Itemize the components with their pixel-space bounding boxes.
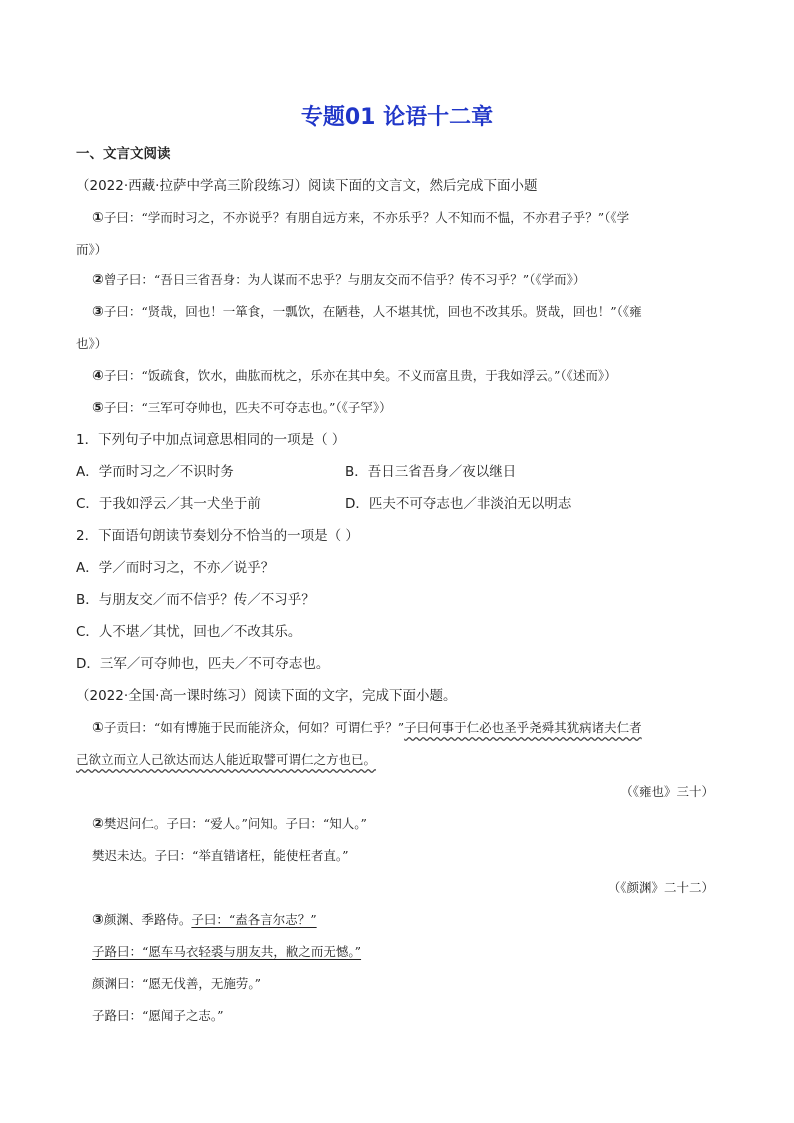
passage-number: ② (92, 272, 104, 288)
option-d: D．匹夫不可夺志也／非淡泊无以明志 (345, 496, 572, 512)
passage-text: 颜渊、季路侍。 (103, 912, 192, 927)
passage-number: ③ (92, 304, 104, 320)
question-1-options-row-2 (76, 494, 726, 514)
passage-1-cont: 而》） (76, 242, 108, 257)
passage-text: 子曰：“贤哉，回也！一箪食，一瓢饮，在陋巷，人不堪其忧，回也不改其乐。贤哉，回也！”（《雍 (103, 304, 642, 319)
passage2-1 (92, 718, 742, 738)
passage-number: ② (92, 816, 104, 832)
question-1-stem: 1．下列句子中加点词意思相同的一项是（ ） (76, 432, 346, 448)
wavy-underlined-text: 己欲立而立人己欲达而达人能近取譬可谓仁之方也已。 (76, 752, 377, 767)
passage2-1-source: （《雍也》三十） (620, 784, 714, 799)
passage-text: 子曰：“学而时习之，不亦说乎？有朋自远方来，不亦乐乎？人不知而不愠，不亦君子乎？”（《学 (103, 210, 630, 225)
passage-number: ⑤ (92, 400, 104, 416)
source-note-2: （2022·全国·高一课时练习）阅读下面的文字，完成下面小题。 (76, 688, 457, 704)
option-a: A．学而时习之／不识时务 (76, 464, 234, 480)
option-c: C．于我如浮云／其一犬坐于前 (76, 496, 261, 512)
option-b: B．吾日三省吾身／夜以继日 (345, 464, 517, 480)
question-1-options-row-1 (76, 462, 726, 482)
passage-1 (92, 208, 742, 228)
source-note-1: （2022·西藏·拉萨中学高三阶段练习）阅读下面的文言文，然后完成下面小题 (76, 178, 538, 194)
question-2-stem: 2．下面语句朗读节奏划分不恰当的一项是（ ） (76, 528, 359, 544)
section-heading: 一、文言文阅读 (76, 146, 171, 162)
passage2-3-line3: 颜渊曰：“愿无伐善，无施劳。” (92, 976, 262, 991)
underlined-text: 子路曰：“愿车马衣轻裘与朋友共，敝之而无憾。” (92, 944, 362, 959)
passage-text: 曾子曰：“吾日三省吾身：为人谋而不忠乎？与朋友交而不信乎？传不习乎？”（《学而》） (103, 272, 586, 287)
passage-number: ① (92, 210, 104, 226)
question-2-option-a: A．学／而时习之，不亦／说乎？ (76, 560, 275, 576)
passage2-2-source: （《颜渊》二十二） (607, 880, 714, 895)
page-title: 专题01 论语十二章 (300, 105, 494, 130)
passage-3 (92, 302, 742, 322)
passage2-3 (92, 910, 742, 930)
question-2-option-c: C．人不堪／其忧，回也／不改其乐。 (76, 624, 302, 640)
passage2-3-line2 (92, 942, 742, 962)
passage-text: 子曰：“饭疏食，饮水，曲肱而枕之，乐亦在其中矣。不义而富且贵，于我如浮云。”（《述而》） (103, 368, 617, 383)
wavy-underlined-text: 子曰何事于仁必也圣乎尧舜其犹病诸夫仁者 (404, 720, 642, 735)
passage2-2 (92, 814, 742, 834)
passage-number: ④ (92, 368, 104, 384)
passage-text: 樊迟问仁。子曰：“爱人。”问知。子曰：“知人。” (103, 816, 367, 831)
passage-number: ③ (92, 912, 104, 928)
passage-2 (92, 270, 742, 290)
passage-3-cont: 也》） (76, 336, 108, 351)
passage2-3-line4: 子路曰：“愿闻子之志。” (92, 1008, 224, 1023)
passage-4 (92, 366, 742, 386)
question-2-option-b: B．与朋友交／而不信乎？传／不习乎？ (76, 592, 315, 608)
passage2-1-cont (76, 750, 726, 770)
question-2-option-d: D．三军／可夺帅也，匹夫／不可夺志也。 (76, 656, 330, 672)
passage-5 (92, 398, 742, 418)
underlined-text: 子曰：“盍各言尔志？” (191, 912, 317, 927)
passage-text: 子贡曰：“如有博施于民而能济众，何如？可谓仁乎？” (103, 720, 405, 735)
passage-text: 子曰：“三军可夺帅也，匹夫不可夺志也。”（《子罕》） (103, 400, 392, 415)
passage-number: ① (92, 720, 104, 736)
passage2-2-line2: 樊迟未达。子曰：“举直错诸枉，能使枉者直。” (92, 848, 349, 863)
